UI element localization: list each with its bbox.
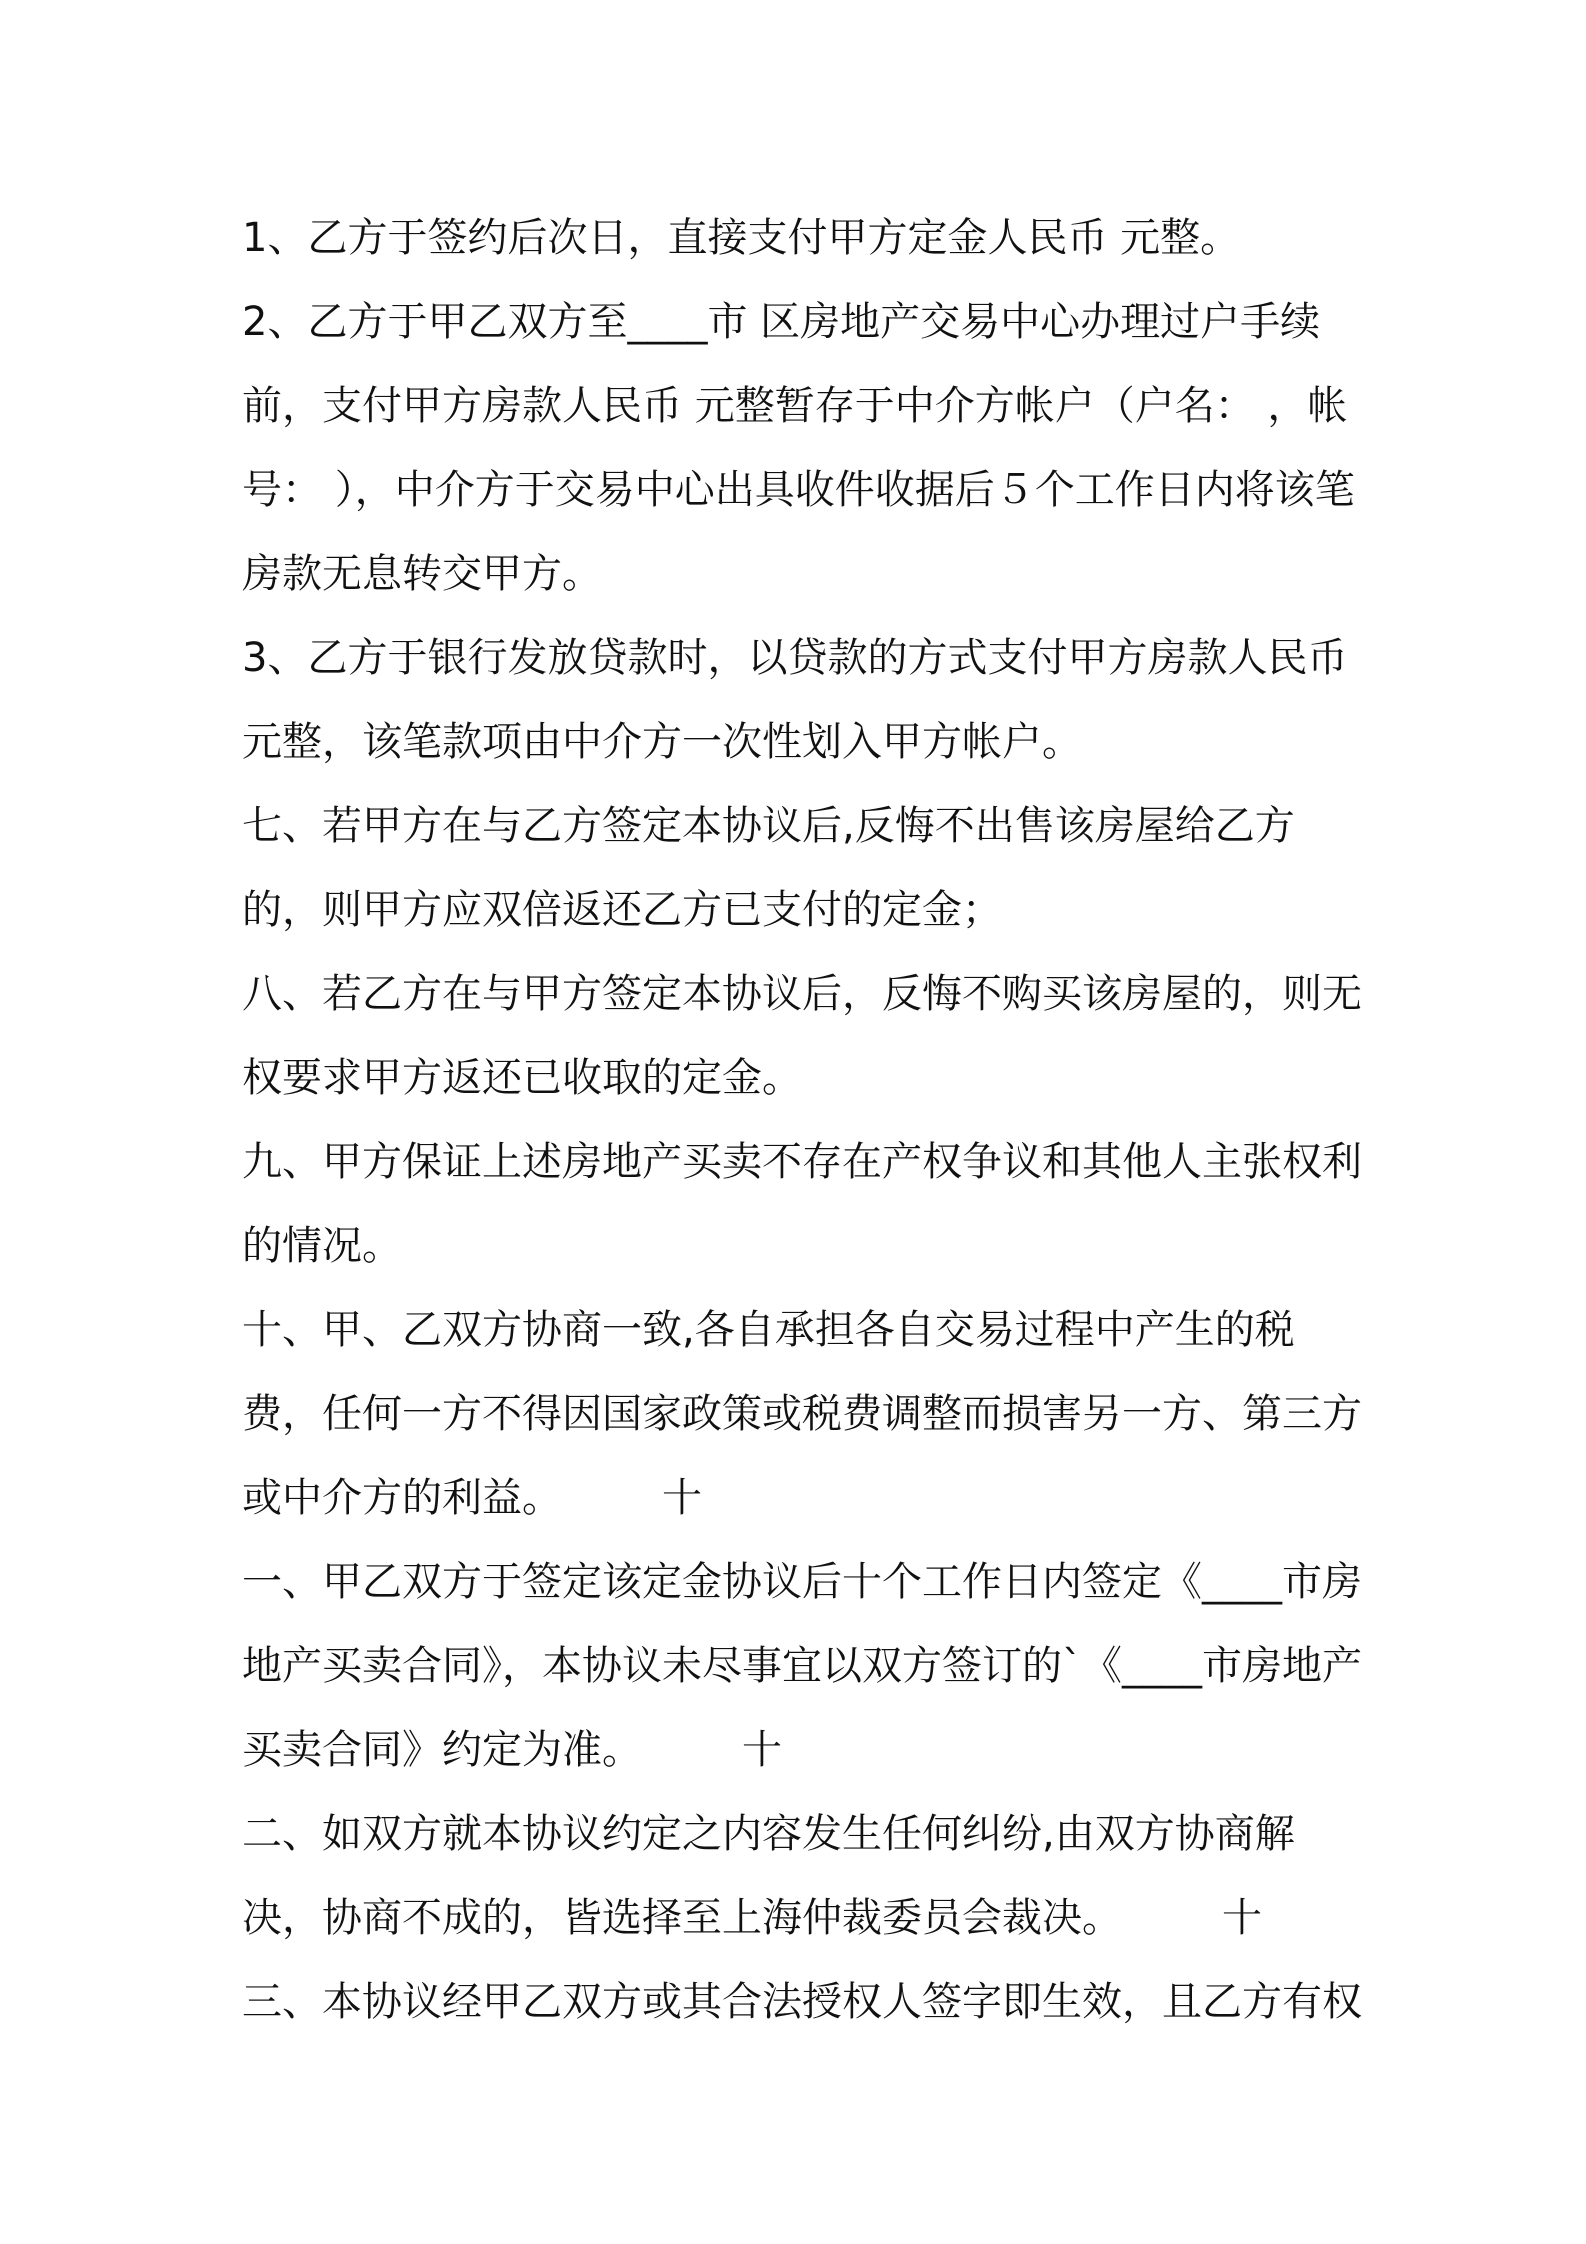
paragraph-taxes: 十、甲、乙双方协商一致,各自承担各自交易过程中产生的税费，任何一方不得因国家政策或税费调整而损害另一方、第三方或中介方的利益。 十 — [242, 1307, 1362, 1521]
document-body — [242, 196, 1362, 2044]
paragraph-buyer-default: 八、若乙方在与甲方签定本协议后，反悔不购买该房屋的，则无权要求甲方返还已收取的定金。 — [242, 971, 1362, 1101]
paragraph-dispute-resolution: 二、如双方就本协议约定之内容发生任何纠纷,由双方协商解决，协商不成的，皆选择至上海仲裁委员会裁决。 十 — [242, 1811, 1295, 1941]
paragraph-transfer-payment: 2、乙方于甲乙双方至____市 区房地产交易中心办理过户手续前，支付甲方房款人民币 元整暂存于中介方帐户（户名： ，帐号： ），中介方于交易中心出具收件收据后５个工作日内将该笔房款无息转交甲方。 — [242, 299, 1355, 597]
paragraph-sales-contract: 一、甲乙双方于签定该定金协议后十个工作日内签定《____市房地产买卖合同》，本协议未尽事宜以双方签订的`《____市房地产买卖合同》约定为准。 十 — [242, 1559, 1362, 1773]
paragraph-loan-payment: 3、乙方于银行发放贷款时，以贷款的方式支付甲方房款人民币 元整，该笔款项由中介方一次性划入甲方帐户。 — [242, 635, 1348, 765]
paragraph-effectiveness: 三、本协议经甲乙双方或其合法授权人签字即生效，且乙方有权 — [242, 1979, 1362, 2025]
paragraph-title-guarantee: 九、甲方保证上述房地产买卖不存在产权争议和其他人主张权利的情况。 — [242, 1139, 1362, 1269]
paragraph-seller-default: 七、若甲方在与乙方签定本协议后,反悔不出售该房屋给乙方的，则甲方应双倍返还乙方已支付的定金； — [242, 803, 1295, 933]
paragraph-deposit-payment: 1、乙方于签约后次日，直接支付甲方定金人民币 元整。 — [242, 215, 1241, 261]
